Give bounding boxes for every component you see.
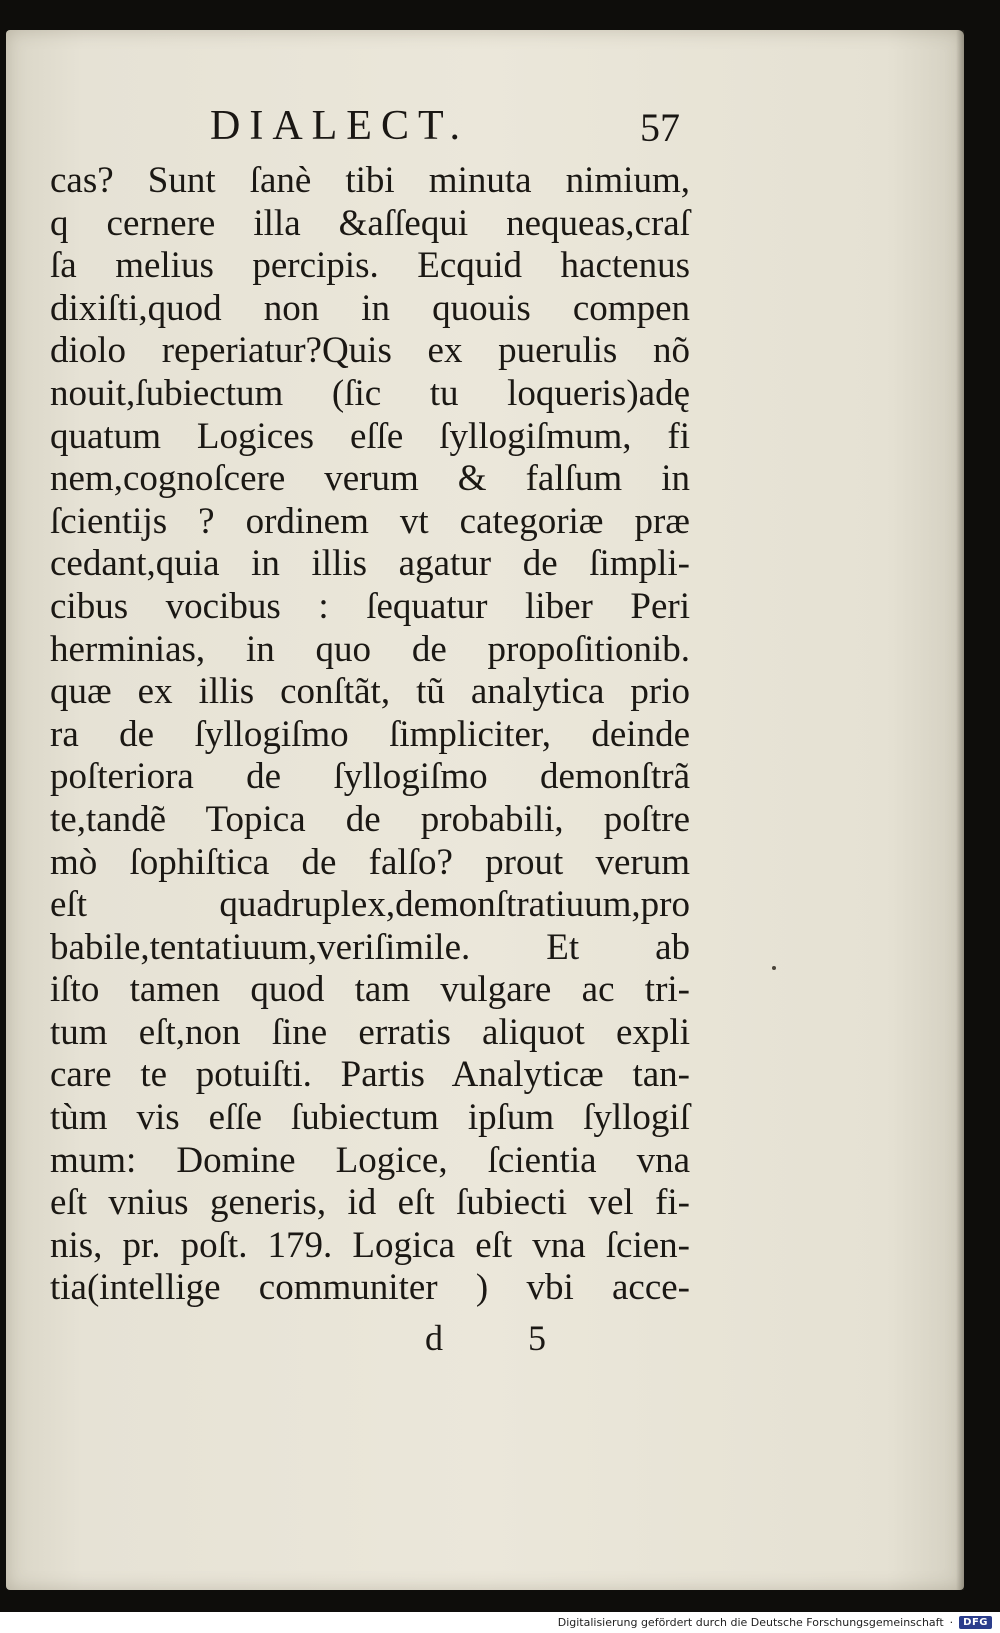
text-line: nouit,ſubiectum (ſic tu loqueris)adę — [50, 372, 690, 414]
text-line: mò ſophiſtica de falſo? prout verum — [50, 841, 690, 883]
text-line: babile,tentatiuum,veriſimile. Et ab — [50, 926, 690, 968]
text-line: q cernere illa &aſſequi nequeas,craſ — [50, 202, 690, 244]
running-head-title: DIALECT. — [210, 103, 470, 149]
running-head — [210, 102, 680, 158]
text-line: cedant,quia in illis agatur de ſimpli- — [50, 543, 690, 585]
dfg-logo-icon: DFG — [959, 1616, 992, 1629]
text-line: tia(intellige communiter ) vbi acce- — [50, 1267, 690, 1309]
text-line: herminias, in quo de propoſitionib. — [50, 628, 690, 670]
text-line: cas? Sunt ſanè tibi minuta nimium, — [50, 160, 690, 201]
text-line: ſcientijs ? ordinem vt categoriæ præ — [50, 500, 690, 542]
text-line: nis, pr. poſt. 179. Logica eſt vna ſcien- — [50, 1224, 690, 1266]
text-line: tùm vis eſſe ſubiectum ipſum ſyllogiſ — [50, 1097, 690, 1139]
text-line: nem,cognoſcere verum & falſum in — [50, 458, 690, 500]
footer-credit — [558, 1613, 992, 1631]
text-line: quæ ex illis conſtãt, tũ analytica prio — [50, 671, 690, 713]
page-edge-shadow — [956, 30, 964, 1590]
text-line: ra de ſyllogiſmo ſimpliciter, deinde — [50, 713, 690, 755]
text-line: diolo reperiatur?Quis ex puerulis nõ — [50, 330, 690, 372]
body-text — [50, 160, 690, 1310]
page-number: 57 — [640, 105, 680, 150]
paper-speck — [772, 966, 776, 970]
text-line: iſto tamen quod tam vulgare ac tri- — [50, 969, 690, 1011]
text-line: dixiſti,quod non in quouis compen — [50, 287, 690, 329]
text-line: tum eſt,non ſine erratis aliquot expli — [50, 1011, 690, 1053]
text-line: care te potuiſti. Partis Analyticæ tan- — [50, 1054, 690, 1096]
signature-mark: d 5 — [425, 1318, 584, 1358]
text-line: poſteriora de ſyllogiſmo demonſtrã — [50, 756, 690, 798]
text-line: cibus vocibus : ſequatur liber Peri — [50, 585, 690, 627]
text-line: ſa melius percipis. Ecquid hactenus — [50, 245, 690, 287]
footer-credit-text: Digitalisierung gefördert durch die Deutsche Forschungsgemeinschaft — [557, 1615, 944, 1629]
footer-separator: · — [949, 1615, 954, 1629]
text-line: mum: Domine Logice, ſcientia vna — [50, 1139, 690, 1181]
text-line: te,tandẽ Topica de probabili, poſtre — [50, 798, 690, 840]
text-line: quatum Logices eſſe ſyllogiſmum, fi — [50, 415, 690, 457]
text-line: eſt quadruplex,demonſtratiuum,pro — [50, 884, 690, 926]
text-line: eſt vnius generis, id eſt ſubiecti vel fi- — [50, 1182, 690, 1224]
